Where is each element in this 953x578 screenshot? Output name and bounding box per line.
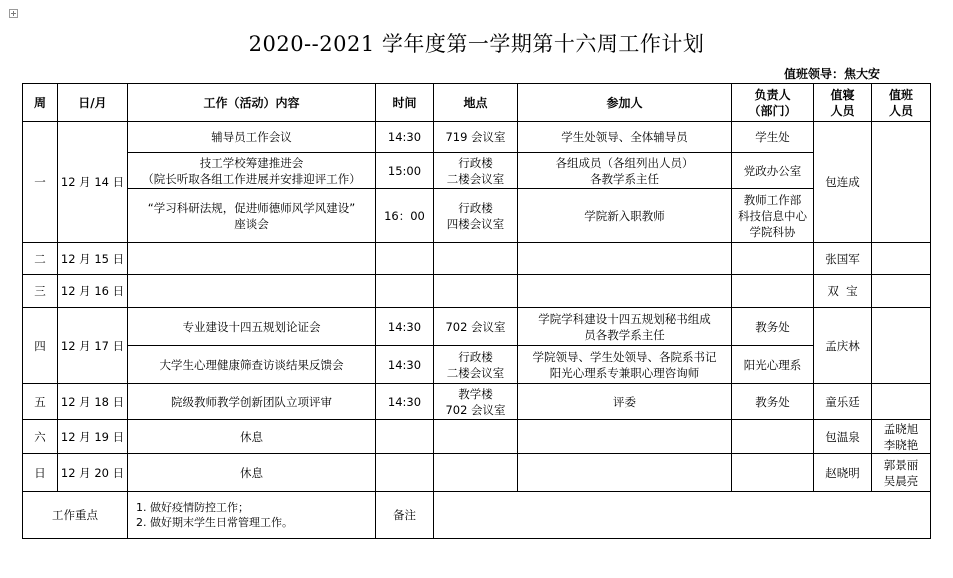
date-cell: 12 月 16 日 — [58, 275, 128, 308]
date-cell: 12 月 18 日 — [58, 384, 128, 420]
duty-dorm-cell: 包温泉 — [814, 420, 872, 454]
place-cell: 719 会议室 — [434, 122, 518, 153]
time-cell: 14:30 — [376, 346, 434, 384]
table-row — [23, 243, 931, 275]
duty-class-cell — [872, 275, 931, 308]
week-cell: 五 — [23, 384, 58, 420]
duty-dorm-cell: 张国军 — [814, 243, 872, 275]
table-row — [23, 420, 931, 454]
dept-cell: 教师工作部 科技信息中心 学院科协 — [732, 189, 814, 243]
table-row — [23, 275, 931, 308]
table-row — [23, 454, 931, 492]
content-cell: 院级教师教学创新团队立项评审 — [128, 384, 376, 420]
table-row — [23, 153, 931, 189]
participants-cell: 评委 — [518, 384, 732, 420]
duty-dorm-cell: 童乐廷 — [814, 384, 872, 420]
week-cell: 日 — [23, 454, 58, 492]
focus-point: 1. 做好疫情防控工作； — [136, 501, 249, 514]
remark-cell — [434, 492, 931, 539]
header-date: 日/月 — [58, 84, 128, 122]
dept-cell: 教务处 — [732, 384, 814, 420]
place-cell: 行政楼 二楼会议室 — [434, 346, 518, 384]
table-row — [23, 122, 931, 153]
page-title: 2020--2021 学年度第一学期第十六周工作计划 — [248, 32, 705, 56]
dept-cell: 学生处 — [732, 122, 814, 153]
header-duty-dorm: 值寝 人员 — [814, 84, 872, 122]
duty-class-cell: 孟晓旭 李晓艳 — [872, 420, 931, 454]
time-cell: 16：00 — [376, 189, 434, 243]
header-week: 周 — [23, 84, 58, 122]
time-cell: 14:30 — [376, 308, 434, 346]
time-cell: 14:30 — [376, 122, 434, 153]
week-cell: 二 — [23, 243, 58, 275]
duty-class-cell: 郭景丽 吴晨亮 — [872, 454, 931, 492]
duty-class-cell — [872, 122, 931, 243]
participants-cell: 学生处领导、全体辅导员 — [518, 122, 732, 153]
content-cell: “学习科研法规，促进师德师风学风建设” 座谈会 — [128, 189, 376, 243]
week-cell: 一 — [23, 122, 58, 243]
date-cell: 12 月 17 日 — [58, 308, 128, 384]
week-cell: 四 — [23, 308, 58, 384]
time-cell: 14:30 — [376, 384, 434, 420]
time-cell: 15:00 — [376, 153, 434, 189]
participants-cell: 学院领导、学生处领导、各院系书记 阳光心理系专兼职心理咨询师 — [518, 346, 732, 384]
content-cell: 技工学校筹建推进会 （院长听取各组工作进展并安排迎评工作） — [128, 153, 376, 189]
dept-cell: 党政办公室 — [732, 153, 814, 189]
header-participants: 参加人 — [518, 84, 732, 122]
duty-dorm-cell: 双 宝 — [814, 275, 872, 308]
weekly-plan-table — [22, 83, 931, 539]
dept-cell: 阳光心理系 — [732, 346, 814, 384]
participants-cell: 各组成员（各组列出人员） 各教学系主任 — [518, 153, 732, 189]
dept-cell: 教务处 — [732, 308, 814, 346]
place-cell: 702 会议室 — [434, 308, 518, 346]
table-row — [23, 308, 931, 346]
week-cell: 三 — [23, 275, 58, 308]
participants-cell: 学院新入职教师 — [518, 189, 732, 243]
content-cell: 专业建设十四五规划论证会 — [128, 308, 376, 346]
table-row — [23, 346, 931, 384]
date-cell: 12 月 15 日 — [58, 243, 128, 275]
content-cell: 辅导员工作会议 — [128, 122, 376, 153]
focus-label: 工作重点 — [23, 492, 128, 539]
date-cell: 12 月 20 日 — [58, 454, 128, 492]
duty-leader: 值班领导：焦大安 — [783, 67, 880, 81]
table-row — [23, 384, 931, 420]
duty-class-cell — [872, 384, 931, 420]
table-row — [23, 189, 931, 243]
header-content: 工作（活动）内容 — [128, 84, 376, 122]
duty-class-cell — [872, 243, 931, 275]
participants-cell: 学院学科建设十四五规划秘书组成 员各教学系主任 — [518, 308, 732, 346]
focus-point: 2. 做好期末学生日常管理工作。 — [136, 516, 293, 529]
duty-dorm-cell: 孟庆林 — [814, 308, 872, 384]
header-time: 时间 — [376, 84, 434, 122]
place-cell: 行政楼 四楼会议室 — [434, 189, 518, 243]
duty-dorm-cell: 赵晓明 — [814, 454, 872, 492]
duty-dorm-cell: 包连成 — [814, 122, 872, 243]
header-row — [23, 84, 931, 122]
table-move-handle-icon[interactable] — [9, 9, 18, 18]
content-cell: 休息 — [128, 454, 376, 492]
header-duty-class: 值班 人员 — [872, 84, 931, 122]
content-cell: 大学生心理健康筛查访谈结果反馈会 — [128, 346, 376, 384]
focus-points — [128, 492, 376, 539]
header-dept: 负责人 （部门） — [732, 84, 814, 122]
content-cell: 休息 — [128, 420, 376, 454]
week-cell: 六 — [23, 420, 58, 454]
place-cell: 行政楼 二楼会议室 — [434, 153, 518, 189]
date-cell: 12 月 19 日 — [58, 420, 128, 454]
footer-row — [23, 492, 931, 539]
remark-label: 备注 — [376, 492, 434, 539]
date-cell: 12 月 14 日 — [58, 122, 128, 243]
duty-class-cell — [872, 308, 931, 384]
header-place: 地点 — [434, 84, 518, 122]
place-cell: 教学楼 702 会议室 — [434, 384, 518, 420]
